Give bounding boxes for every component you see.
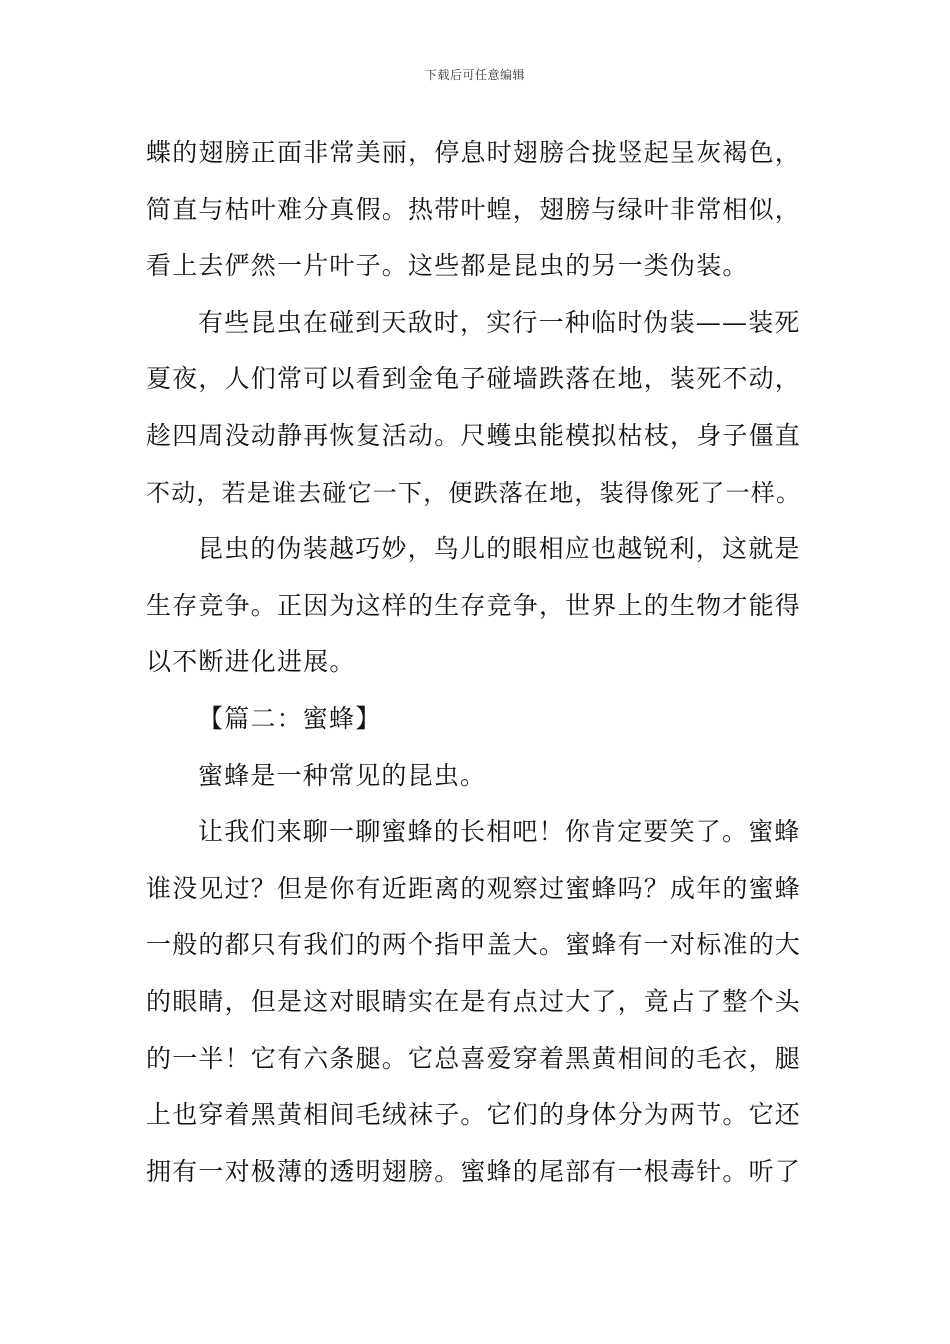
text-line: 趁四周没动静再恢复活动。尺蠖虫能模拟枯枝，身子僵直 [146, 420, 802, 450]
text-line: 不动，若是谁去碰它一下，便跌落在地，装得像死了一样。 [146, 478, 802, 507]
text-line: 简直与枯叶难分真假。热带叶蝗，翅膀与绿叶非常相似， [146, 194, 802, 224]
text-line: 昆虫的伪装越巧妙，鸟儿的眼相应也越锐利，这就是 [198, 534, 801, 564]
document-body [146, 125, 806, 1200]
section-heading: 【篇二：蜜蜂】 [198, 703, 382, 733]
text-line: 有些昆虫在碰到天敌时，实行一种临时伪装——装死 [198, 307, 801, 337]
text-line: 蜜蜂是一种常见的昆虫。 [198, 760, 487, 790]
page-header: 下载后可任意编辑 [424, 68, 525, 82]
text-line: 以不断进化进展。 [146, 647, 356, 677]
text-line: 谁没见过？但是你有近距离的观察过蜜蜂吗？成年的蜜蜂 [146, 873, 802, 903]
text-line: 的眼睛，但是这对眼睛实在是有点过大了，竟占了整个头 [146, 986, 802, 1016]
text-line: 看上去俨然一片叶子。这些都是昆虫的另一类伪装。 [146, 251, 749, 281]
text-line: 一般的都只有我们的两个指甲盖大。蜜蜂有一对标准的大 [146, 930, 802, 960]
text-line: 夏夜，人们常可以看到金龟子碰墙跌落在地，装死不动， [146, 364, 802, 394]
text-line: 生存竞争。正因为这样的生存竞争，世界上的生物才能得 [146, 590, 802, 620]
text-line: 上也穿着黑黄相间毛绒袜子。它们的身体分为两节。它还 [146, 1100, 802, 1130]
text-line: 拥有一对极薄的透明翅膀。蜜蜂的尾部有一根毒针。听了 [146, 1156, 802, 1186]
text-line: 的一半！它有六条腿。它总喜爱穿着黑黄相间的毛衣，腿 [146, 1043, 802, 1073]
text-line: 让我们来聊一聊蜜蜂的长相吧！你肯定要笑了。蜜蜂 [198, 817, 801, 847]
text-line: 蝶的翅膀正面非常美丽，停息时翅膀合拢竖起呈灰褐色， [146, 138, 802, 167]
